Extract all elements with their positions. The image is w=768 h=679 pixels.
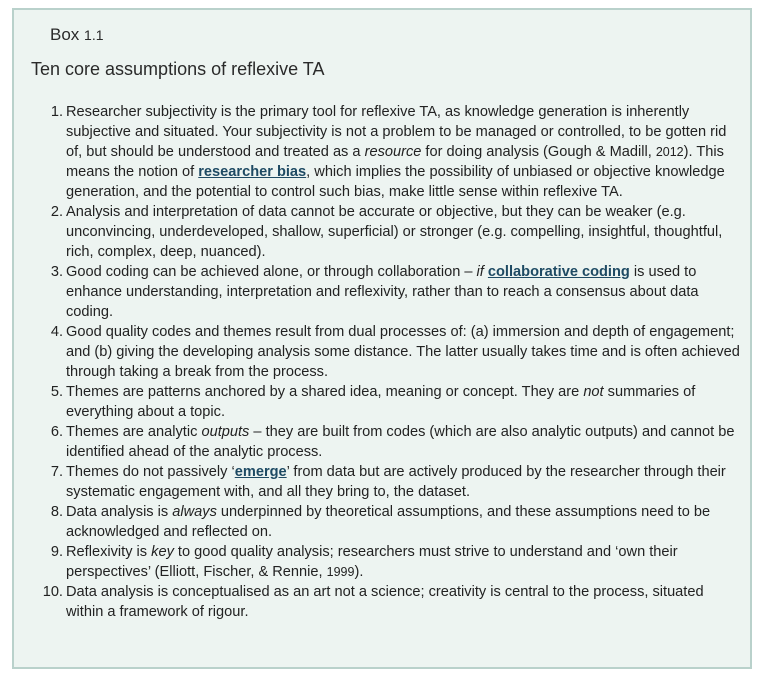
item-text-part: Themes are analytic — [66, 424, 202, 440]
item-text: Analysis and interpretation of data cannot be accurate or objective, but they can be weaker (e.g. unconvincing, underdeveloped, shallow, superficial) or stronger (e.g. compelling, insightful, thoughtful, rich, complex, deep, nuanced). — [66, 204, 723, 260]
assumptions-list — [31, 102, 741, 622]
item-text-part: Reflexivity is — [66, 544, 152, 560]
item-number: 1. — [50, 104, 63, 120]
item-text-part: , which implies the possibility of unbiased or objective knowledge generation, and the potential to control such bias, make little sense within reflexive TA. — [66, 164, 725, 200]
item-text-part: Good coding can be achieved alone, or through collaboration – — [66, 264, 477, 280]
item-text-part: for doing analysis (Gough & Madill, — [421, 144, 656, 160]
item-text — [66, 102, 741, 202]
list-item — [31, 382, 741, 422]
citation-year: 2012 — [655, 145, 684, 159]
list-item — [31, 102, 741, 202]
item-number: 10. — [42, 584, 63, 600]
list-item — [31, 202, 741, 262]
list-item — [31, 502, 741, 542]
box-label-number: 1.1 — [84, 27, 104, 43]
list-item — [31, 582, 741, 622]
item-text-part: ). — [354, 564, 364, 580]
item-text-part: to good quality analysis; researchers must strive to understand and ‘own their perspectives’ (Elliott, Fischer, & Rennie, — [66, 544, 678, 580]
item-emphasis: always — [172, 504, 217, 520]
list-item — [31, 542, 741, 582]
item-number: 9. — [50, 544, 63, 560]
box-panel — [12, 8, 752, 669]
researcher-bias-link[interactable]: researcher bias — [198, 164, 307, 180]
item-text-part: underpinned by theoretical assumptions, and these assumptions need to be acknowledged and reflected on. — [66, 504, 711, 540]
item-text — [66, 422, 741, 462]
emerge-link[interactable]: emerge — [234, 464, 287, 480]
item-emphasis: not — [583, 384, 604, 400]
citation-year: 1999 — [326, 565, 355, 579]
box-label — [50, 25, 104, 45]
item-text — [66, 502, 741, 542]
collaborative-coding-link[interactable]: collaborative coding — [487, 264, 630, 280]
item-text: Good quality codes and themes result from dual processes of: (a) immersion and depth of engagement; and (b) giving the developing analysis some distance. The latter usually takes time and is often achieved through taking a break from the process. — [66, 324, 740, 380]
list-item — [31, 422, 741, 462]
list-item — [31, 262, 741, 322]
item-text-part: Researcher subjectivity is the primary tool for reflexive TA, as knowledge generation is inherently subjective and situated. Your subjectivity is not a problem to be managed or controlled, to be gotten rid of, but should be understood and treated as a — [66, 104, 727, 160]
item-text-part: Data analysis is — [66, 504, 173, 520]
box-title: Ten core assumptions of reflexive TA — [31, 59, 325, 79]
item-text-part: – they are built from codes (which are also analytic outputs) and cannot be identified ahead of the analytic process. — [66, 424, 735, 460]
item-number: 3. — [50, 264, 63, 280]
item-text — [66, 462, 741, 502]
list-item — [31, 462, 741, 502]
item-number: 5. — [50, 384, 63, 400]
box-label-word: Box — [50, 25, 80, 44]
item-emphasis: key — [151, 544, 174, 560]
item-text-part: Themes do not passively ‘ — [66, 464, 235, 480]
item-emphasis: outputs — [201, 424, 250, 440]
item-text-part: summaries of everything about a topic. — [66, 384, 696, 420]
item-emphasis: resource — [364, 144, 422, 160]
item-text — [66, 542, 741, 582]
item-number: 4. — [50, 324, 63, 340]
item-number: 8. — [50, 504, 63, 520]
list-item — [31, 322, 741, 382]
item-text-part: ’ from data but are actively produced by the researcher through their systematic engagement with, and all they bring to, the dataset. — [66, 464, 726, 500]
item-number: 2. — [50, 204, 63, 220]
item-text-part: Themes are patterns anchored by a shared idea, meaning or concept. They are — [66, 384, 584, 400]
item-text — [66, 262, 741, 322]
item-number: 6. — [50, 424, 63, 440]
item-text-part: ). This means the notion of — [66, 144, 724, 180]
item-text — [66, 382, 741, 422]
item-text: Data analysis is conceptualised as an art not a science; creativity is central to the process, situated within a framework of rigour. — [66, 584, 704, 620]
item-text-part: is used to enhance understanding, interpretation and reflexivity, rather than to reach a consensus about data coding. — [66, 264, 699, 320]
item-number: 7. — [50, 464, 63, 480]
item-emphasis: if — [476, 264, 484, 280]
